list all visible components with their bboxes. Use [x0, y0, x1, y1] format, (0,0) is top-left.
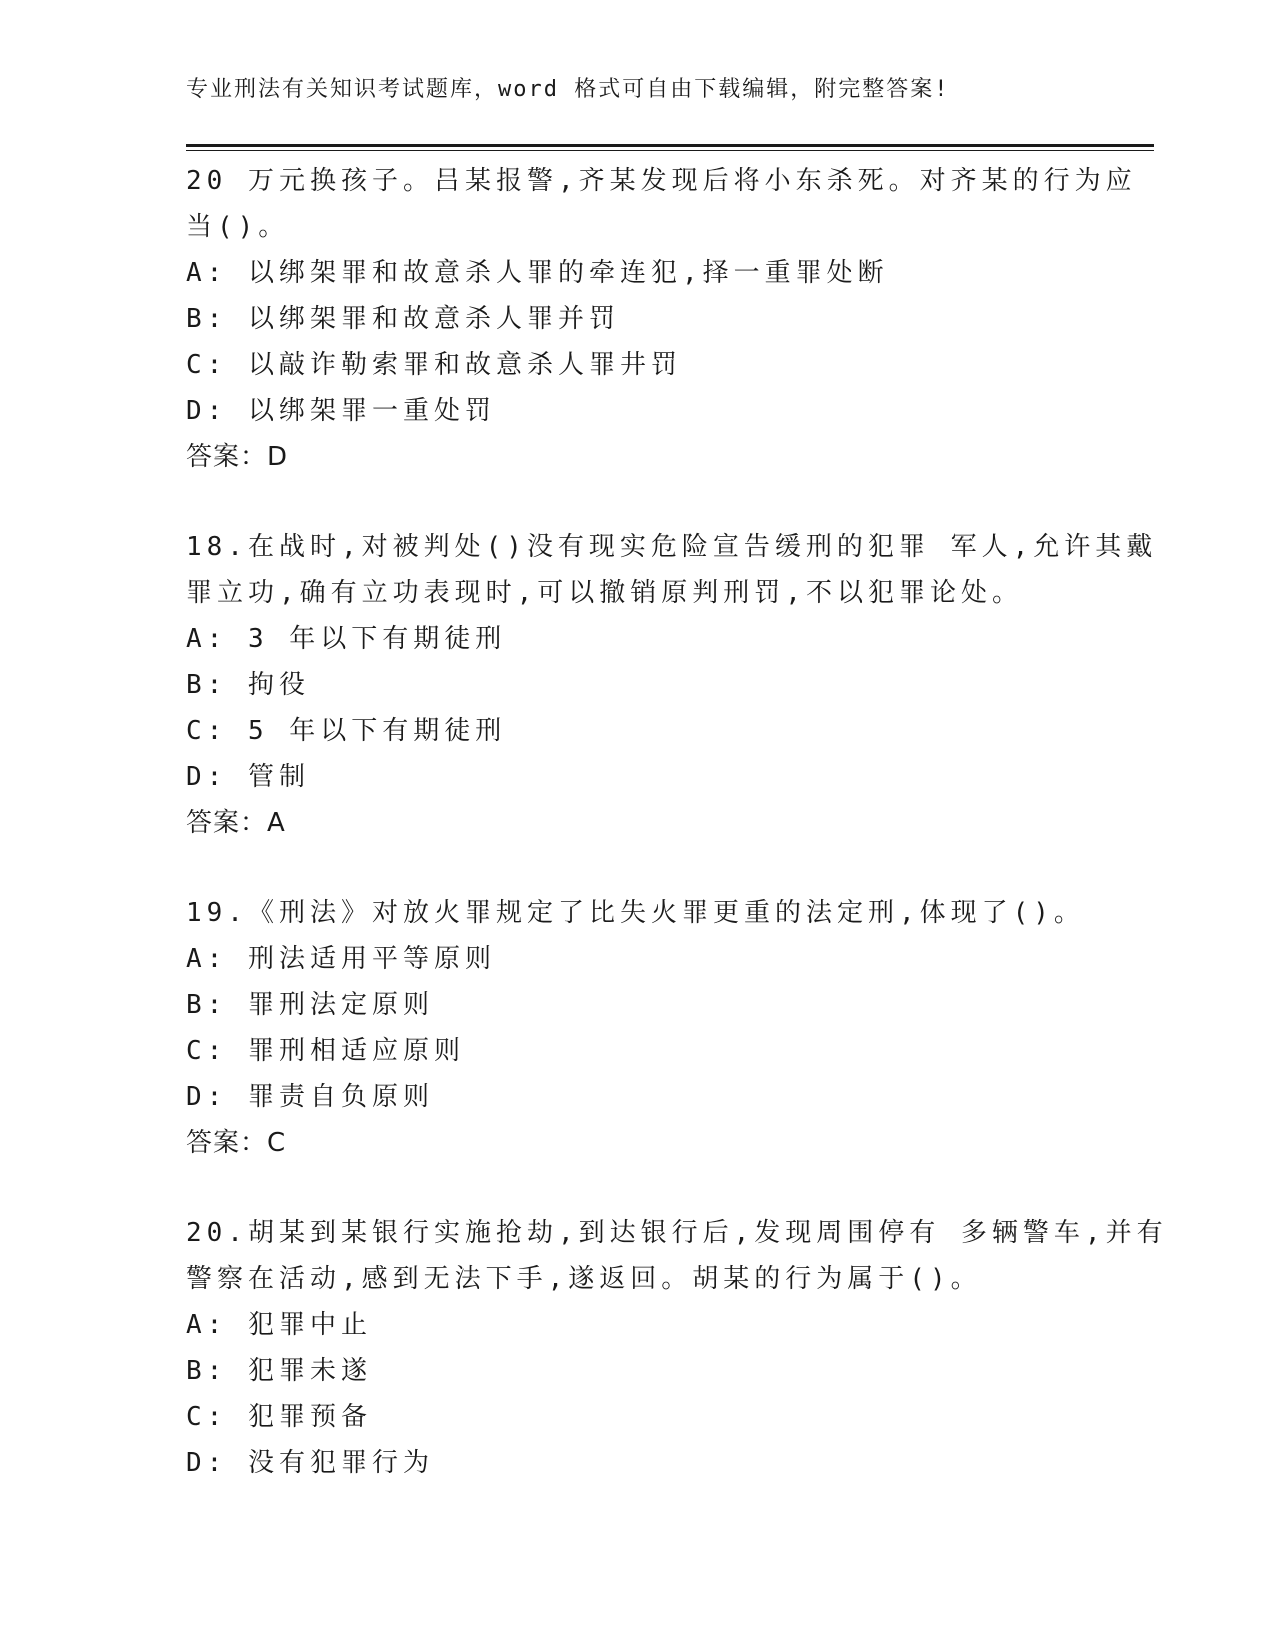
option-a: A: 刑法适用平等原则 — [186, 944, 496, 974]
header-rule-thin — [186, 150, 1154, 151]
option-a: A: 3 年以下有期徒刑 — [186, 624, 507, 654]
question-block — [186, 158, 1137, 480]
question-text: 警察在活动,感到无法下手,遂返回。胡某的行为属于()。 — [186, 1264, 982, 1294]
question-text: 20 万元换孩子。吕某报警,齐某发现后将小东杀死。对齐某的行为应 — [186, 166, 1137, 196]
option-d: D: 没有犯罪行为 — [186, 1448, 434, 1478]
question-block — [186, 1210, 1168, 1486]
option-d: D: 管制 — [186, 762, 310, 792]
option-a: A: 以绑架罪和故意杀人罪的牵连犯,择一重罪处断 — [186, 258, 889, 288]
question-list — [186, 158, 1168, 1486]
option-c: C: 犯罪预备 — [186, 1402, 372, 1432]
question-block — [186, 524, 1158, 846]
option-d: D: 以绑架罪一重处罚 — [186, 396, 496, 426]
option-c: C: 以敲诈勒索罪和故意杀人罪井罚 — [186, 350, 682, 380]
question-text: 19.《刑法》对放火罪规定了比失火罪更重的法定刑,体现了()。 — [186, 898, 1085, 928]
answer-line: 答案：C — [186, 1128, 287, 1158]
option-b: B: 罪刑法定原则 — [186, 990, 434, 1020]
option-a: A: 犯罪中止 — [186, 1310, 372, 1340]
question-text: 当()。 — [186, 212, 290, 242]
header-rule-thick — [186, 144, 1154, 147]
answer-line: 答案：A — [186, 808, 286, 838]
question-text: 20.胡某到某银行实施抢劫,到达银行后,发现周围停有 多辆警车,并有 — [186, 1218, 1168, 1248]
page-header: 专业刑法有关知识考试题库，word 格式可自由下载编辑，附完整答案! — [186, 77, 950, 102]
option-b: B: 以绑架罪和故意杀人罪并罚 — [186, 304, 620, 334]
option-b: B: 拘役 — [186, 670, 310, 700]
option-b: B: 犯罪未遂 — [186, 1356, 372, 1386]
question-block — [186, 890, 1086, 1166]
option-d: D: 罪责自负原则 — [186, 1082, 434, 1112]
answer-line: 答案：D — [186, 442, 289, 472]
question-text: 18.在战时,对被判处()没有现实危险宣告缓刑的犯罪 军人,允许其戴 — [186, 532, 1158, 562]
option-c: C: 罪刑相适应原则 — [186, 1036, 465, 1066]
question-text: 罪立功,确有立功表现时,可以撤销原判刑罚,不以犯罪论处。 — [186, 578, 1023, 608]
option-c: C: 5 年以下有期徒刑 — [186, 716, 507, 746]
